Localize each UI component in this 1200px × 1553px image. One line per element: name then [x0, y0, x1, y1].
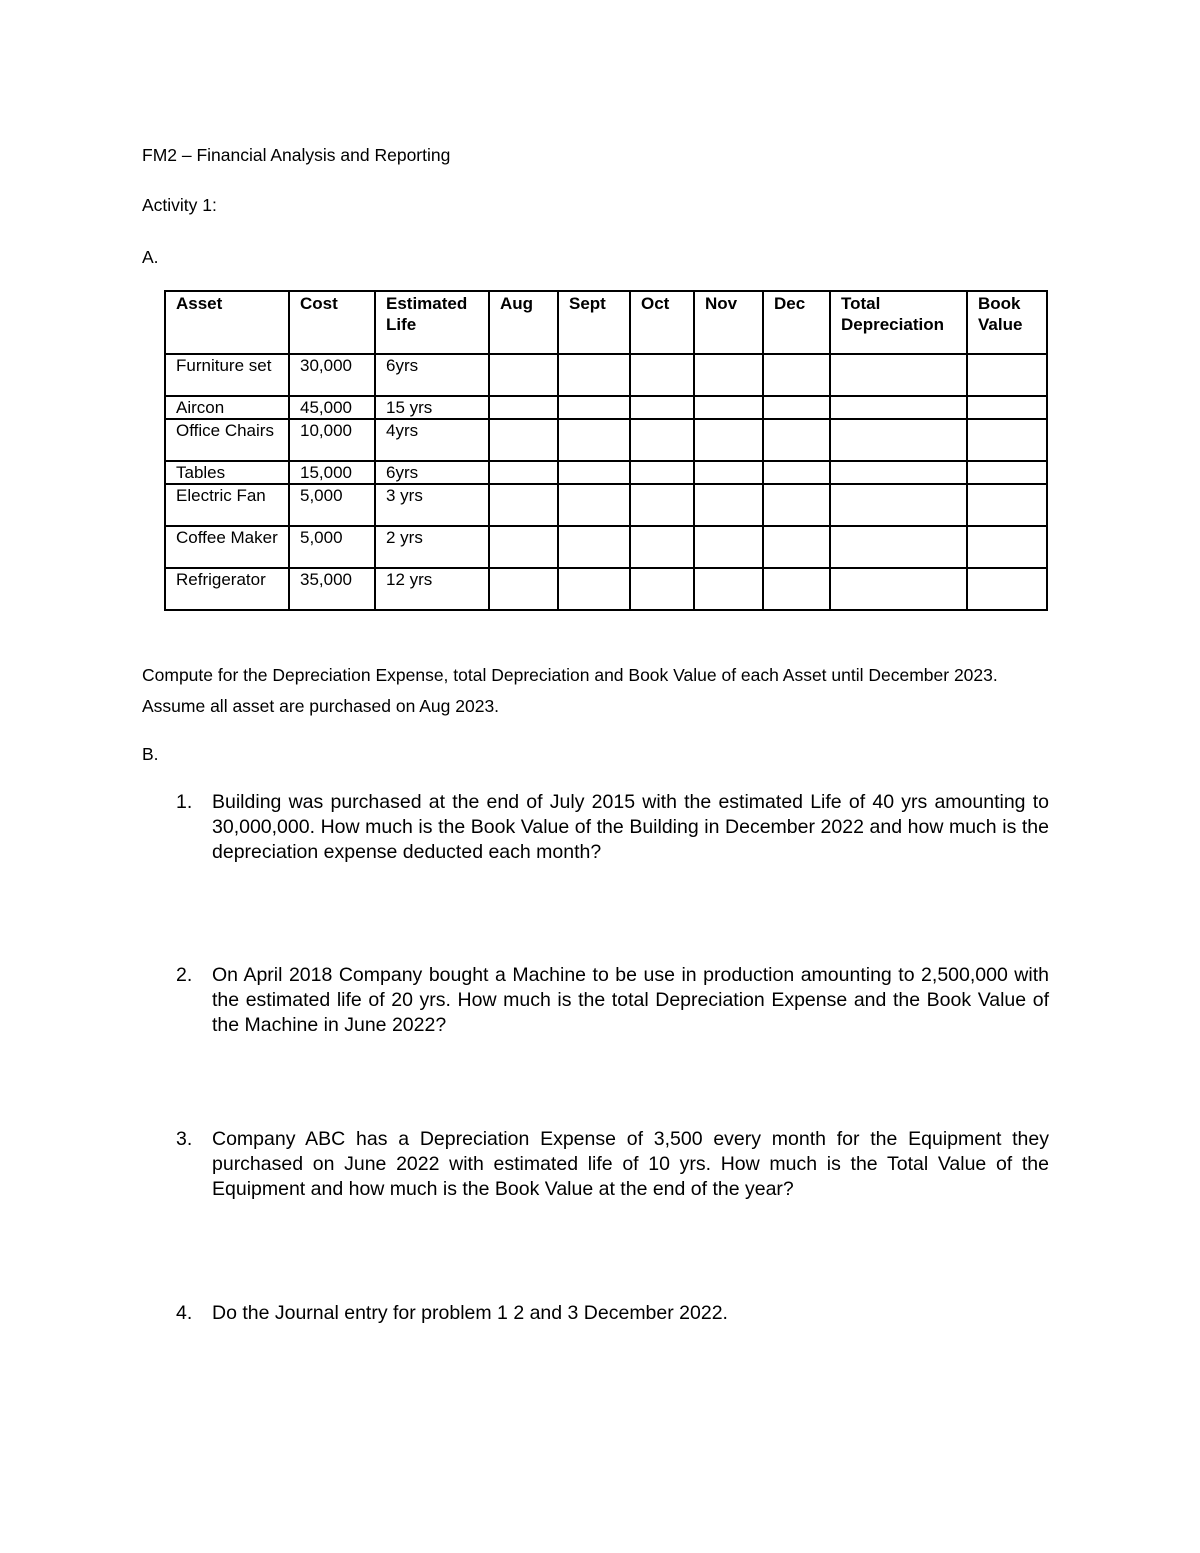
cell-empty — [830, 396, 967, 419]
cell-empty — [967, 526, 1047, 568]
cell-empty — [489, 419, 558, 461]
cell-empty — [558, 461, 630, 484]
cell-empty — [830, 461, 967, 484]
cell-empty — [830, 484, 967, 526]
cell-empty — [694, 526, 763, 568]
cell-empty — [630, 484, 694, 526]
cell-life: 6yrs — [375, 354, 489, 396]
table-row — [165, 396, 1047, 419]
cell-empty — [489, 396, 558, 419]
cell-empty — [558, 568, 630, 610]
cell-empty — [763, 354, 830, 396]
cell-empty — [558, 354, 630, 396]
question-number: 4. — [176, 1302, 193, 1324]
activity-title: Activity 1: — [142, 195, 217, 215]
table-row — [165, 419, 1047, 461]
cell-asset: Refrigerator — [165, 568, 289, 610]
cell-empty — [830, 354, 967, 396]
section-b-label: B. — [142, 744, 159, 764]
cell-empty — [967, 461, 1047, 484]
cell-empty — [694, 354, 763, 396]
question-text: Company ABC has a Depreciation Expense of 3,500 every month for the Equipment they purchased on June 2022 with estimated life of 10 yrs. How much is the Total Value of the Equipment and how much is the Book Value at the end of the year? — [212, 1128, 1049, 1200]
cell-empty — [558, 419, 630, 461]
cell-cost: 5,000 — [289, 526, 375, 568]
cell-empty — [763, 526, 830, 568]
header-oct: Oct — [630, 291, 694, 354]
cell-empty — [630, 526, 694, 568]
cell-empty — [694, 461, 763, 484]
cell-empty — [558, 526, 630, 568]
table-row — [165, 354, 1047, 396]
cell-life: 4yrs — [375, 419, 489, 461]
question-text: On April 2018 Company bought a Machine to be use in production amounting to 2,500,000 with the estimated life of 20 yrs. How much is the total Depreciation Expense and the Book Value of the Machine in June 2022? — [212, 964, 1049, 1036]
cell-empty — [558, 484, 630, 526]
cell-empty — [489, 461, 558, 484]
header-total-depreciation: Total Depreciation — [830, 291, 967, 354]
cell-cost: 30,000 — [289, 354, 375, 396]
header-book-value: Book Value — [967, 291, 1047, 354]
cell-empty — [489, 354, 558, 396]
cell-empty — [694, 568, 763, 610]
table-row — [165, 484, 1047, 526]
cell-empty — [630, 568, 694, 610]
question-number: 1. — [176, 791, 193, 813]
cell-empty — [763, 396, 830, 419]
cell-cost: 10,000 — [289, 419, 375, 461]
cell-asset: Office Chairs — [165, 419, 289, 461]
cell-empty — [694, 396, 763, 419]
header-dec: Dec — [763, 291, 830, 354]
asset-depreciation-table — [164, 290, 1048, 611]
header-estimated-life: Estimated Life — [375, 291, 489, 354]
table-row — [165, 461, 1047, 484]
cell-empty — [967, 484, 1047, 526]
table-header-row — [165, 291, 1047, 354]
cell-cost: 5,000 — [289, 484, 375, 526]
cell-life: 12 yrs — [375, 568, 489, 610]
cell-life: 15 yrs — [375, 396, 489, 419]
cell-empty — [630, 396, 694, 419]
cell-asset: Furniture set — [165, 354, 289, 396]
header-cost: Cost — [289, 291, 375, 354]
header-nov: Nov — [694, 291, 763, 354]
cell-asset: Electric Fan — [165, 484, 289, 526]
cell-asset: Coffee Maker — [165, 526, 289, 568]
cell-empty — [967, 568, 1047, 610]
cell-empty — [489, 484, 558, 526]
cell-empty — [694, 419, 763, 461]
cell-empty — [763, 568, 830, 610]
header-aug: Aug — [489, 291, 558, 354]
cell-cost: 35,000 — [289, 568, 375, 610]
cell-empty — [630, 419, 694, 461]
cell-empty — [830, 526, 967, 568]
question-text: Building was purchased at the end of July 2015 with the estimated Life of 40 yrs amounting to 30,000,000. How much is the Book Value of the Building in December 2022 and how much is the depreciation expense deducted each month? — [212, 791, 1049, 863]
question-number: 2. — [176, 964, 193, 986]
cell-cost: 15,000 — [289, 461, 375, 484]
cell-empty — [967, 396, 1047, 419]
cell-empty — [489, 526, 558, 568]
cell-empty — [967, 419, 1047, 461]
cell-empty — [763, 484, 830, 526]
table-row — [165, 568, 1047, 610]
table-row — [165, 526, 1047, 568]
header-sept: Sept — [558, 291, 630, 354]
cell-empty — [630, 461, 694, 484]
question-number: 3. — [176, 1128, 193, 1150]
header-asset: Asset — [165, 291, 289, 354]
question-text: Do the Journal entry for problem 1 2 and 3 December 2022. — [212, 1302, 728, 1324]
cell-life: 6yrs — [375, 461, 489, 484]
cell-life: 2 yrs — [375, 526, 489, 568]
cell-empty — [694, 484, 763, 526]
cell-life: 3 yrs — [375, 484, 489, 526]
cell-empty — [830, 568, 967, 610]
cell-asset: Tables — [165, 461, 289, 484]
cell-empty — [763, 419, 830, 461]
section-a-instructions: Compute for the Depreciation Expense, total Depreciation and Book Value of each Asset until December 2023. Assume all asset are purchased on Aug 2023. — [142, 665, 998, 716]
section-a-label: A. — [142, 247, 159, 267]
course-title: FM2 – Financial Analysis and Reporting — [142, 145, 451, 165]
cell-asset: Aircon — [165, 396, 289, 419]
cell-empty — [763, 461, 830, 484]
cell-empty — [489, 568, 558, 610]
cell-cost: 45,000 — [289, 396, 375, 419]
cell-empty — [830, 419, 967, 461]
cell-empty — [967, 354, 1047, 396]
cell-empty — [558, 396, 630, 419]
cell-empty — [630, 354, 694, 396]
